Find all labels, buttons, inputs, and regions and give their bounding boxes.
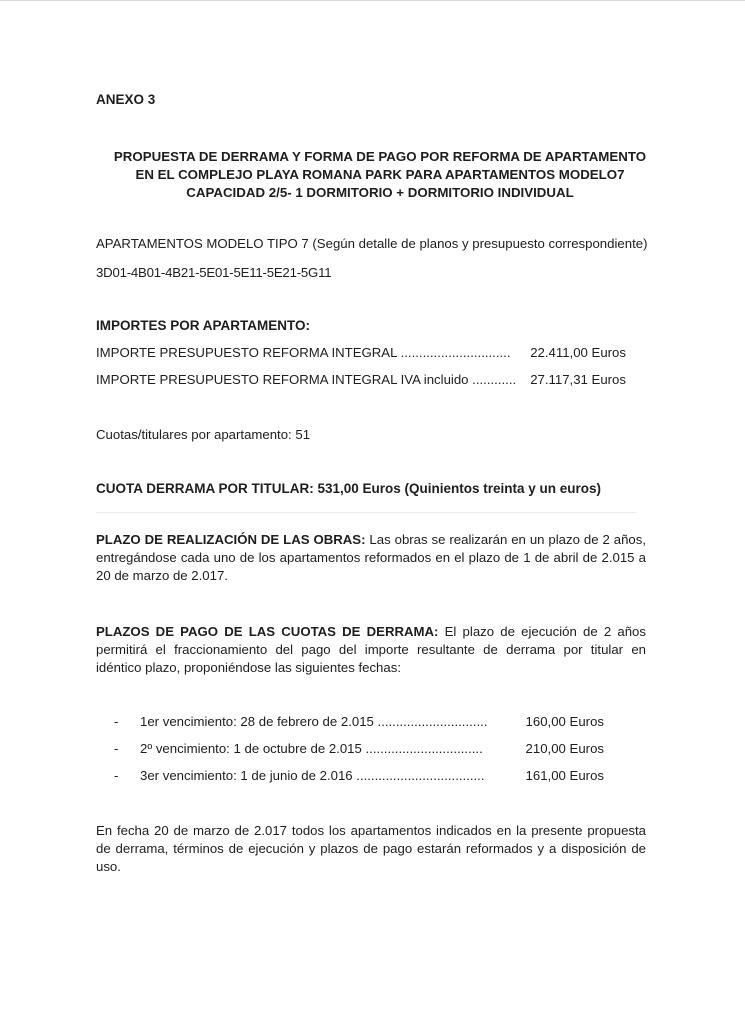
schedule-label: 1er vencimiento: 28 de febrero de 2.015 .............................. bbox=[140, 714, 488, 729]
plazos-pago-line: permitirá el fraccionamiento del pago del importe resultante de derrama por titular en bbox=[96, 642, 646, 657]
title-line-2: EN EL COMPLEJO PLAYA ROMANA PARK PARA APARTAMENTOS MODELO7 bbox=[135, 167, 625, 182]
closing-line: uso. bbox=[96, 859, 121, 874]
schedule-item bbox=[114, 740, 604, 758]
closing-paragraph bbox=[96, 822, 646, 876]
importe-label: IMPORTE PRESUPUESTO REFORMA INTEGRAL .............................. bbox=[96, 345, 511, 360]
schedule-amount: 210,00 Euros bbox=[525, 741, 604, 756]
importe-label: IMPORTE PRESUPUESTO REFORMA INTEGRAL IVA incluido ............ bbox=[96, 372, 517, 387]
schedule-item bbox=[114, 713, 604, 731]
plazo-obras-paragraph bbox=[96, 531, 646, 585]
schedule-item bbox=[114, 767, 604, 785]
schedule-label: 2º vencimiento: 1 de octubre de 2.015 ................................ bbox=[140, 741, 483, 756]
closing-line: de derrama, términos de ejecución y plazos de pago estarán reformados y a disposición de bbox=[96, 841, 646, 856]
plazos-pago-text: El plazo de ejecución de 2 años bbox=[444, 624, 646, 639]
plazo-obras-line: entregándose cada uno de los apartamentos reformados en el plazo de 1 de abril de 2.015 a bbox=[96, 550, 646, 565]
cuota-derrama: CUOTA DERRAMA POR TITULAR: 531,00 Euros (Quinientos treinta y un euros) bbox=[96, 481, 602, 496]
cuotas-per-apartment: Cuotas/titulares por apartamento: 51 bbox=[96, 427, 311, 442]
plazo-obras-line: 20 de marzo de 2.017. bbox=[96, 568, 228, 583]
title-line-3: CAPACIDAD 2/5- 1 DORMITORIO + DORMITORIO INDIVIDUAL bbox=[186, 185, 574, 200]
plazos-pago-line bbox=[96, 623, 646, 641]
importes-heading: IMPORTES POR APARTAMENTO: bbox=[96, 318, 311, 333]
scan-edge bbox=[0, 0, 745, 1]
importe-row bbox=[96, 344, 626, 362]
model-description: APARTAMENTOS MODELO TIPO 7 (Según detalle de planos y presupuesto correspondiente) bbox=[96, 236, 648, 251]
title-line-1: PROPUESTA DE DERRAMA Y FORMA DE PAGO POR REFORMA DE APARTAMENTO bbox=[113, 149, 647, 164]
list-bullet: - bbox=[114, 714, 119, 729]
schedule-amount: 160,00 Euros bbox=[525, 714, 604, 729]
annex-label: ANEXO 3 bbox=[96, 92, 156, 107]
importe-row bbox=[96, 371, 626, 389]
plazos-pago-heading: PLAZOS DE PAGO DE LAS CUOTAS DE DERRAMA: bbox=[96, 624, 439, 639]
importe-amount: 27.117,31 Euros bbox=[530, 372, 626, 387]
plazos-pago-paragraph bbox=[96, 623, 646, 677]
document-title bbox=[60, 148, 700, 202]
apartment-codes: 3D01-4B01-4B21-5E01-5E11-5E21-5G11 bbox=[96, 265, 332, 280]
plazo-obras-heading: PLAZO DE REALIZACIÓN DE LAS OBRAS: bbox=[96, 532, 366, 547]
schedule-label: 3er vencimiento: 1 de junio de 2.016 ................................... bbox=[140, 768, 485, 783]
plazo-obras-line bbox=[96, 531, 646, 549]
closing-line: En fecha 20 de marzo de 2.017 todos los apartamentos indicados en la presente propuesta bbox=[96, 823, 646, 838]
plazos-pago-line: idéntico plazo, proponiéndose las siguientes fechas: bbox=[96, 660, 401, 675]
list-bullet: - bbox=[114, 741, 119, 756]
importe-amount: 22.411,00 Euros bbox=[530, 345, 626, 360]
schedule-amount: 161,00 Euros bbox=[525, 768, 604, 783]
scan-artifact bbox=[96, 512, 636, 513]
plazo-obras-text: Las obras se realizarán en un plazo de 2 años, bbox=[369, 532, 646, 547]
list-bullet: - bbox=[114, 768, 119, 783]
